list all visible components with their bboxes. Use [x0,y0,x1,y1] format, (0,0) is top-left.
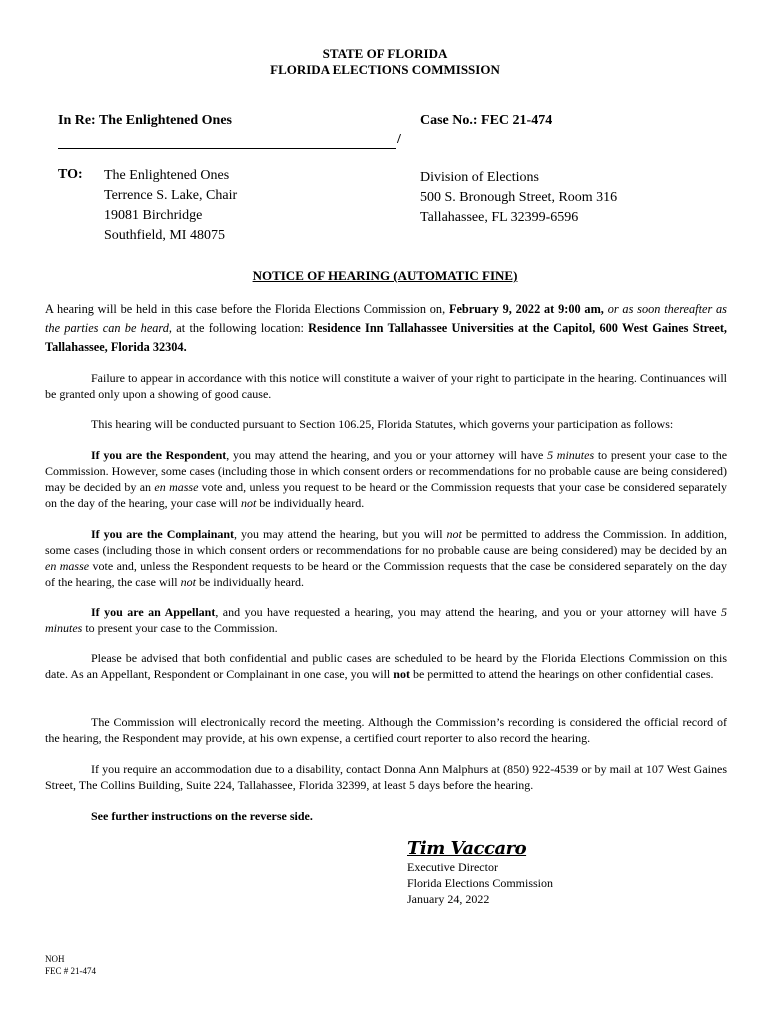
header-commission: FLORIDA ELECTIONS COMMISSION [270,62,500,77]
confidential-paragraph [45,650,727,682]
case-number: Case No.: FEC 21-474 [420,113,553,128]
p5-text: be permitted to address the Commission. In addition, some cases (including those in which consent orders or recommendations for no probable cause are being considered) may be decided by an [45,527,728,557]
appellant-paragraph [45,604,727,636]
address-line: 500 S. Bronough Street, Room 316 [420,190,618,205]
signed-date: January 24, 2022 [407,892,490,906]
signer-title: Executive Director [407,860,498,874]
accommodation-paragraph [45,761,727,793]
p4-italic: not [240,496,257,510]
address-line: Southfield, MI 48075 [104,228,225,243]
failure-paragraph [45,370,727,402]
p5-text: vote and, unless the Respondent requests to be heard or the Commission requests that the case be considered separately on the day of the hearing, the case will [45,559,727,589]
respondent-address [104,166,237,246]
p4-text: be individually heard. [256,496,365,510]
p5-text: , you may attend the hearing, but you will [234,527,447,541]
respondent-paragraph [45,447,727,511]
address-line: Terrence S. Lake, Chair [104,188,238,203]
address-line: 19081 Birchridge [104,208,203,223]
document-header [0,46,770,78]
p7-text: be permitted to attend the hearings on other confidential cases. [409,667,714,681]
caption-slash: / [397,132,401,147]
notice-title: NOTICE OF HEARING (AUTOMATIC FINE) [252,268,518,283]
address-line: The Enlightened Ones [104,168,230,183]
complainant-heading: If you are the Complainant [91,527,235,541]
p4-italic: en masse [154,480,199,494]
p9-text: If you require an accommodation due to a disability, contact Donna Ann Malphurs at (850) 922-4539 or by mail at 107 West Gaines Street, The Collins Building, Suite 224, Tallahassee, Florida 32399, at least 5 days before the hearing. [45,762,727,792]
p7-bold: not [393,667,410,681]
hearing-location: Residence Inn Tallahassee Universities at the Capitol, 600 West Gaines Street, Tallahassee, Florida 32304. [45,321,727,354]
respondent-heading: If you are the Respondent [91,448,227,462]
division-address [420,168,617,228]
p5-text: be individually heard. [195,575,304,589]
p4-italic: 5 minutes [547,448,595,462]
p1-italic: or as soon thereafter as the parties can be heard [45,302,727,335]
p2-text: Failure to appear in accordance with this notice will constitute a waiver of your right to participate in the hearing. Continuances will be granted only upon a showing of good cause. [45,371,727,401]
reverse-side-note [45,808,727,824]
p4-text: vote and, unless you request to be heard or the Commission requests that your case be considered separately on the day of the hearing, your case will [45,480,727,510]
p6-italic: 5 minutes [45,605,728,635]
header-state: STATE OF FLORIDA [322,46,448,61]
p5-italic: not [446,527,462,541]
address-line: Tallahassee, FL 32399-6596 [420,210,579,225]
signature-block [407,838,553,907]
p5-italic: en masse [45,559,90,573]
appellant-heading: If you are an Appellant [91,605,216,619]
hearing-paragraph [45,300,727,357]
p10-text: See further instructions on the reverse side. [91,809,313,823]
complainant-paragraph [45,526,727,590]
footer-noh: NOH [45,954,65,964]
in-re-caption: In Re: The Enlightened Ones [58,113,232,128]
hearing-date: February 9, 2022 at 9:00 am, [448,302,604,316]
p4-text: to present your case to the Commission. However, some cases (including those in which consent orders or recommendations for no probable cause are being considered) may be decided by an [45,448,728,494]
p5-italic: not [180,575,196,589]
p1-text: A hearing will be held in this case before the Florida Elections Commission on, [45,302,449,316]
p8-text: The Commission will electronically record the meeting. Although the Commission’s recording is considered the official record of the hearing, the Respondent may provide, at his own expense, a certified court reporter to also record the hearing. [45,715,727,745]
statute-paragraph [45,416,727,432]
recording-paragraph [45,714,727,746]
footer-case: FEC # 21-474 [45,966,97,976]
signer-org: Florida Elections Commission [407,876,553,890]
to-label: TO: [58,167,83,182]
document-footer [45,953,96,977]
caption-underline [58,148,396,149]
p4-text: , you may attend the hearing, and you or your attorney will have [226,448,548,462]
address-line: Division of Elections [420,170,539,185]
p1-text: , at the following location: [168,321,309,335]
p7-text: Please be advised that both confidential and public cases are scheduled to be heard by the Florida Elections Commission on this date. As an Appellant, Respondent or Complainant in one case, you will [45,651,727,681]
signature: Tim Vaccaro [407,838,527,859]
p3-text: This hearing will be conducted pursuant to Section 106.25, Florida Statutes, which governs your participation as follows: [91,417,674,431]
p6-text: to present your case to the Commission. [82,621,278,635]
p6-text: , and you have requested a hearing, you may attend the hearing, and you or your attorney will have [215,605,722,619]
